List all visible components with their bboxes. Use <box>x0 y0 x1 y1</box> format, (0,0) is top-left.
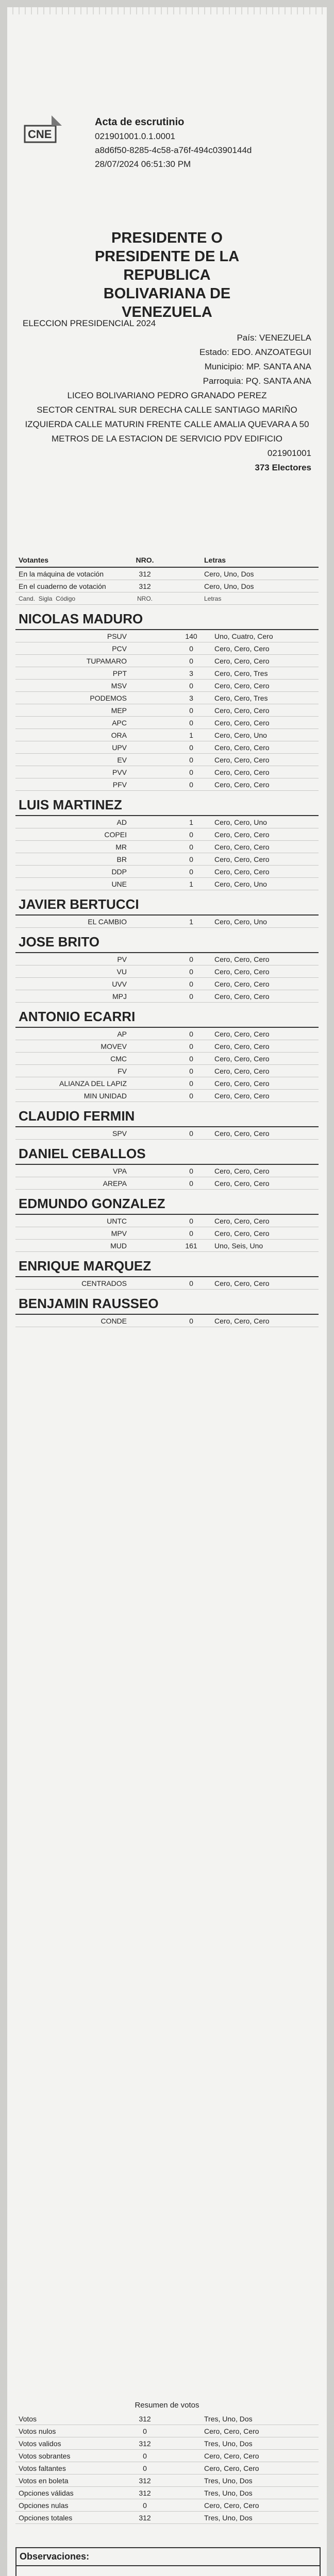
cne-logo-icon <box>21 110 77 151</box>
party-votes-letters: Cero, Cero, Uno <box>214 818 267 826</box>
party-votes-letters: Cero, Cero, Cero <box>214 1079 270 1088</box>
party-sigla: PVV <box>112 768 127 776</box>
observations-title: Observaciones: <box>16 2548 320 2566</box>
summary-rows <box>15 2413 319 2524</box>
summary-row <box>15 2462 319 2475</box>
candidate-name: BENJAMIN RAUSSEO <box>15 1290 319 1315</box>
summary-num: 0 <box>143 2451 147 2460</box>
party-votes: 0 <box>189 1091 193 1100</box>
party-votes: 0 <box>189 644 193 653</box>
party-votes-letters: Cero, Cero, Tres <box>214 669 268 677</box>
table-row <box>15 717 319 729</box>
row-num: 312 <box>139 569 151 578</box>
table-row <box>15 1028 319 1040</box>
party-votes: 0 <box>189 1054 193 1063</box>
summary-label: Votos validos <box>19 2439 61 2448</box>
summary-num: 312 <box>139 2488 151 2497</box>
candidate-name: CLAUDIO FERMIN <box>15 1102 319 1127</box>
headline-line: BOLIVARIANA DE <box>103 285 231 302</box>
table-header <box>15 553 319 568</box>
party-votes-letters: Cero, Cero, Uno <box>214 731 267 739</box>
table-row <box>15 1177 319 1190</box>
party-sigla: UNE <box>111 879 127 888</box>
party-votes-letters: Cero, Cero, Cero <box>214 1054 270 1063</box>
sub-nro: NRO. <box>137 595 153 602</box>
center-code: 021901001 <box>267 448 311 458</box>
party-votes: 140 <box>185 632 197 640</box>
party-votes: 161 <box>185 1241 197 1250</box>
party-votes-letters: Cero, Cero, Cero <box>214 780 270 789</box>
party-votes: 0 <box>189 1066 193 1075</box>
table-row <box>15 1127 319 1140</box>
party-votes: 0 <box>189 681 193 690</box>
headline-line: VENEZUELA <box>122 304 212 320</box>
summary-row <box>15 2437 319 2450</box>
header-letras: Letras <box>204 556 226 564</box>
row-letters: Cero, Uno, Dos <box>204 582 254 590</box>
party-votes: 0 <box>189 867 193 876</box>
party-votes-letters: Cero, Cero, Cero <box>214 842 270 851</box>
party-sigla: TUPAMARO <box>86 656 127 665</box>
summary-num: 0 <box>143 2464 147 2472</box>
party-votes: 1 <box>189 818 193 826</box>
summary-row <box>15 2475 319 2487</box>
table-row <box>15 630 319 642</box>
summary-label: Opciones válidas <box>19 2488 74 2497</box>
party-votes: 0 <box>189 955 193 963</box>
party-sigla: MPJ <box>112 992 127 1001</box>
party-sigla: MR <box>115 842 127 851</box>
party-sigla: PCV <box>112 644 127 653</box>
table-row <box>15 828 319 841</box>
party-votes: 0 <box>189 743 193 752</box>
party-votes-letters: Cero, Cero, Cero <box>214 1179 270 1188</box>
table-row <box>15 990 319 1003</box>
party-votes-letters: Cero, Cero, Cero <box>214 656 270 665</box>
summary-num: 312 <box>139 2414 151 2423</box>
table-row <box>15 978 319 990</box>
candidate-name: EDMUNDO GONZALEZ <box>15 1190 319 1215</box>
party-sigla: AD <box>116 818 127 826</box>
party-votes-letters: Uno, Cuatro, Cero <box>214 632 273 640</box>
summary-label: Votos nulos <box>19 2427 56 2435</box>
acta-timestamp: 28/07/2024 06:51:30 PM <box>95 159 191 169</box>
party-votes-letters: Cero, Cero, Cero <box>214 855 270 863</box>
table-row <box>15 778 319 791</box>
summary-table <box>15 2398 319 2524</box>
table-row <box>15 692 319 704</box>
summary-title: Resumen de votos <box>135 2401 199 2410</box>
table-row <box>15 1240 319 1252</box>
candidate-name: NICOLAS MADURO <box>15 605 319 630</box>
voting-center: LICEO BOLIVARIANO PEDRO GRANADO PEREZ <box>67 391 267 400</box>
party-votes-letters: Cero, Cero, Cero <box>214 979 270 988</box>
table-row <box>15 1215 319 1227</box>
party-votes-letters: Cero, Cero, Cero <box>214 1129 270 1138</box>
table-row <box>15 568 319 580</box>
party-sigla: PSUV <box>107 632 127 640</box>
table-row <box>15 1053 319 1065</box>
party-votes-letters: Cero, Cero, Cero <box>214 992 270 1001</box>
party-sigla: MOVEV <box>101 1042 127 1050</box>
table-row <box>15 853 319 866</box>
table-row <box>15 1315 319 1327</box>
row-label: En el cuaderno de votación <box>19 582 106 590</box>
party-votes: 0 <box>189 842 193 851</box>
candidate-name: ENRIQUE MARQUEZ <box>15 1252 319 1277</box>
summary-label: Votos <box>19 2414 37 2423</box>
party-votes: 0 <box>189 1216 193 1225</box>
acta-title: Acta de escrutinio <box>95 116 185 128</box>
state: Estado: EDO. ANZOATEGUI <box>199 347 311 357</box>
country: País: VENEZUELA <box>237 333 311 343</box>
party-votes: 0 <box>189 1179 193 1188</box>
party-votes: 0 <box>189 1129 193 1138</box>
summary-label: Votos faltantes <box>19 2464 66 2472</box>
party-sigla: PV <box>117 955 127 963</box>
party-sigla: FV <box>118 1066 127 1075</box>
table-row <box>15 1065 319 1077</box>
summary-letters: Cero, Cero, Cero <box>204 2464 259 2472</box>
summary-letters: Cero, Cero, Cero <box>204 2451 259 2460</box>
election-headline <box>23 229 311 321</box>
summary-letters: Tres, Uno, Dos <box>204 2513 253 2522</box>
table-row <box>15 704 319 717</box>
summary-row <box>15 2413 319 2425</box>
table-row <box>15 1040 319 1053</box>
center-address: SECTOR CENTRAL SUR DERECHA CALLE SANTIAGO MARIÑO IZQUIERDA CALLE MATURIN FRENTE CALLE AMALIA QUEVARA A 50 METROS DE LA ESTACION DE SERVICIO PDV EDIFICIO <box>25 405 309 444</box>
table-row <box>15 655 319 667</box>
table-row <box>15 680 319 692</box>
summary-row <box>15 2512 319 2524</box>
svg-text:CNE: CNE <box>28 128 52 141</box>
party-votes-letters: Uno, Seis, Uno <box>214 1241 263 1250</box>
table-row <box>15 866 319 878</box>
party-sigla: MPV <box>111 1229 127 1238</box>
party-sigla: COPEI <box>104 830 127 839</box>
party-votes-letters: Cero, Cero, Cero <box>214 1042 270 1050</box>
table-row <box>15 1090 319 1102</box>
table-row <box>15 1077 319 1090</box>
candidate-name: JOSE BRITO <box>15 928 319 953</box>
sub-cand: Cand. <box>19 595 36 602</box>
party-votes-letters: Cero, Cero, Cero <box>214 1166 270 1175</box>
table-row <box>15 667 319 680</box>
party-votes: 0 <box>189 1079 193 1088</box>
summary-row <box>15 2450 319 2462</box>
summary-row <box>15 2487 319 2499</box>
summary-letters: Tres, Uno, Dos <box>204 2439 253 2448</box>
summary-num: 312 <box>139 2476 151 2485</box>
party-votes-letters: Cero, Cero, Cero <box>214 681 270 690</box>
table-row <box>15 741 319 754</box>
party-sigla: UPV <box>112 743 127 752</box>
party-votes-letters: Cero, Cero, Cero <box>214 1229 270 1238</box>
party-votes: 0 <box>189 992 193 1001</box>
party-sigla: SPV <box>112 1129 127 1138</box>
party-votes: 3 <box>189 693 193 702</box>
table-row <box>15 754 319 766</box>
summary-num: 0 <box>143 2427 147 2435</box>
table-row <box>15 878 319 890</box>
party-sigla: MIN UNIDAD <box>84 1091 127 1100</box>
party-sigla: PFV <box>112 780 127 789</box>
table-row <box>15 642 319 655</box>
party-votes: 0 <box>189 1279 193 1287</box>
table-row <box>15 580 319 592</box>
party-sigla: MUD <box>110 1241 127 1250</box>
party-sigla: EL CAMBIO <box>88 917 127 926</box>
table-row <box>15 916 319 928</box>
party-votes-letters: Cero, Cero, Cero <box>214 1316 270 1325</box>
party-votes-letters: Cero, Cero, Tres <box>214 693 268 702</box>
observations-box <box>15 2547 321 2576</box>
party-votes: 0 <box>189 1316 193 1325</box>
party-votes: 0 <box>189 979 193 988</box>
acta-id: a8d6f50-8285-4c58-a76f-494c0390144d <box>95 145 252 155</box>
party-votes-letters: Cero, Cero, Cero <box>214 644 270 653</box>
row-letters: Cero, Uno, Dos <box>204 569 254 578</box>
table-row <box>15 766 319 778</box>
candidate-name: JAVIER BERTUCCI <box>15 890 319 916</box>
summary-letters: Tres, Uno, Dos <box>204 2414 253 2423</box>
summary-label: Votos sobrantes <box>19 2451 71 2460</box>
party-votes-letters: Cero, Cero, Cero <box>214 1091 270 1100</box>
header-votantes: Votantes <box>19 556 49 564</box>
table-row <box>15 965 319 978</box>
party-votes-letters: Cero, Cero, Cero <box>214 1029 270 1038</box>
header-nro: NRO. <box>136 556 154 564</box>
party-votes-letters: Cero, Cero, Cero <box>214 967 270 976</box>
summary-num: 312 <box>139 2513 151 2522</box>
table-row <box>15 841 319 853</box>
sub-header <box>15 592 319 605</box>
party-votes-letters: Cero, Cero, Cero <box>214 718 270 727</box>
table-row <box>15 729 319 741</box>
party-votes: 0 <box>189 830 193 839</box>
summary-num: 312 <box>139 2439 151 2448</box>
party-sigla: ORA <box>111 731 127 739</box>
party-sigla: DDP <box>111 867 127 876</box>
election-name: ELECCION PRESIDENCIAL 2024 <box>23 318 156 328</box>
summary-label: Votos en boleta <box>19 2476 69 2485</box>
party-votes-letters: Cero, Cero, Cero <box>214 768 270 776</box>
acta-code: 021901001.0.1.0001 <box>95 131 175 141</box>
party-votes-letters: Cero, Cero, Cero <box>214 867 270 876</box>
party-sigla: CENTRADOS <box>81 1279 127 1287</box>
party-sigla: PPT <box>112 669 127 677</box>
party-votes-letters: Cero, Cero, Cero <box>214 743 270 752</box>
party-sigla: MEP <box>111 706 127 715</box>
party-sigla: EV <box>117 755 127 764</box>
table-row <box>15 1227 319 1240</box>
party-votes-letters: Cero, Cero, Cero <box>214 706 270 715</box>
row-num: 312 <box>139 582 151 590</box>
party-votes-letters: Cero, Cero, Cero <box>214 830 270 839</box>
municipality: Municipio: MP. SANTA ANA <box>204 362 311 371</box>
table-row <box>15 953 319 965</box>
party-votes: 0 <box>189 967 193 976</box>
party-sigla: UVV <box>112 979 127 988</box>
party-sigla: ALIANZA DEL LAPIZ <box>59 1079 127 1088</box>
summary-letters: Tres, Uno, Dos <box>204 2488 253 2497</box>
sub-header-cand <box>15 595 127 602</box>
party-sigla: VU <box>116 967 127 976</box>
tear-edge <box>7 7 327 14</box>
party-votes: 1 <box>189 731 193 739</box>
party-votes: 0 <box>189 768 193 776</box>
party-votes-letters: Cero, Cero, Cero <box>214 1216 270 1225</box>
results-table <box>15 553 319 1327</box>
party-sigla: AREPA <box>103 1179 127 1188</box>
sub-sigla: Sigla <box>38 595 53 602</box>
party-sigla: AP <box>117 1029 127 1038</box>
election-info <box>23 316 311 475</box>
party-votes: 0 <box>189 1229 193 1238</box>
headline-line: PRESIDENTE O <box>111 230 223 246</box>
party-votes: 0 <box>189 718 193 727</box>
candidate-name: DANIEL CEBALLOS <box>15 1140 319 1165</box>
headline-line: REPUBLICA <box>123 267 211 283</box>
party-votes: 3 <box>189 669 193 677</box>
party-votes: 0 <box>189 1166 193 1175</box>
party-votes: 0 <box>189 755 193 764</box>
summary-letters: Tres, Uno, Dos <box>204 2476 253 2485</box>
candidate-name: ANTONIO ECARRI <box>15 1003 319 1028</box>
table-row <box>15 1277 319 1290</box>
party-votes: 0 <box>189 706 193 715</box>
party-sigla: APC <box>112 718 127 727</box>
party-sigla: MSV <box>111 681 127 690</box>
party-votes-letters: Cero, Cero, Cero <box>214 1066 270 1075</box>
party-votes-letters: Cero, Cero, Uno <box>214 917 267 926</box>
candidate-sections <box>15 605 319 1327</box>
party-votes-letters: Cero, Cero, Cero <box>214 755 270 764</box>
party-sigla: CMC <box>110 1054 127 1063</box>
party-votes-letters: Cero, Cero, Cero <box>214 1279 270 1287</box>
row-label: En la máquina de votación <box>19 569 104 578</box>
party-votes: 1 <box>189 879 193 888</box>
summary-num: 0 <box>143 2501 147 2510</box>
party-sigla: VPA <box>113 1166 127 1175</box>
summary-row <box>15 2499 319 2512</box>
party-sigla: UNTC <box>107 1216 127 1225</box>
summary-label: Opciones totales <box>19 2513 73 2522</box>
summary-label: Opciones nulas <box>19 2501 69 2510</box>
summary-letters: Cero, Cero, Cero <box>204 2501 259 2510</box>
party-votes-letters: Cero, Cero, Cero <box>214 955 270 963</box>
party-votes: 0 <box>189 780 193 789</box>
headline-line: PRESIDENTE DE LA <box>94 248 240 265</box>
sub-letras: Letras <box>204 595 222 602</box>
party-votes: 1 <box>189 917 193 926</box>
party-sigla: PODEMOS <box>90 693 127 702</box>
parish: Parroquia: PQ. SANTA ANA <box>203 376 311 386</box>
summary-letters: Cero, Cero, Cero <box>204 2427 259 2435</box>
table-row <box>15 1165 319 1177</box>
sub-codigo: Código <box>56 595 76 602</box>
party-sigla: CONDE <box>101 1316 127 1325</box>
acta-paper <box>7 7 327 2576</box>
table-row <box>15 816 319 828</box>
party-votes: 0 <box>189 1029 193 1038</box>
party-sigla: BR <box>116 855 127 863</box>
voter-count: 373 Electores <box>255 463 311 472</box>
party-votes: 0 <box>189 656 193 665</box>
party-votes-letters: Cero, Cero, Uno <box>214 879 267 888</box>
party-votes: 0 <box>189 1042 193 1050</box>
summary-row <box>15 2425 319 2437</box>
candidate-name: LUIS MARTINEZ <box>15 791 319 816</box>
party-votes: 0 <box>189 855 193 863</box>
